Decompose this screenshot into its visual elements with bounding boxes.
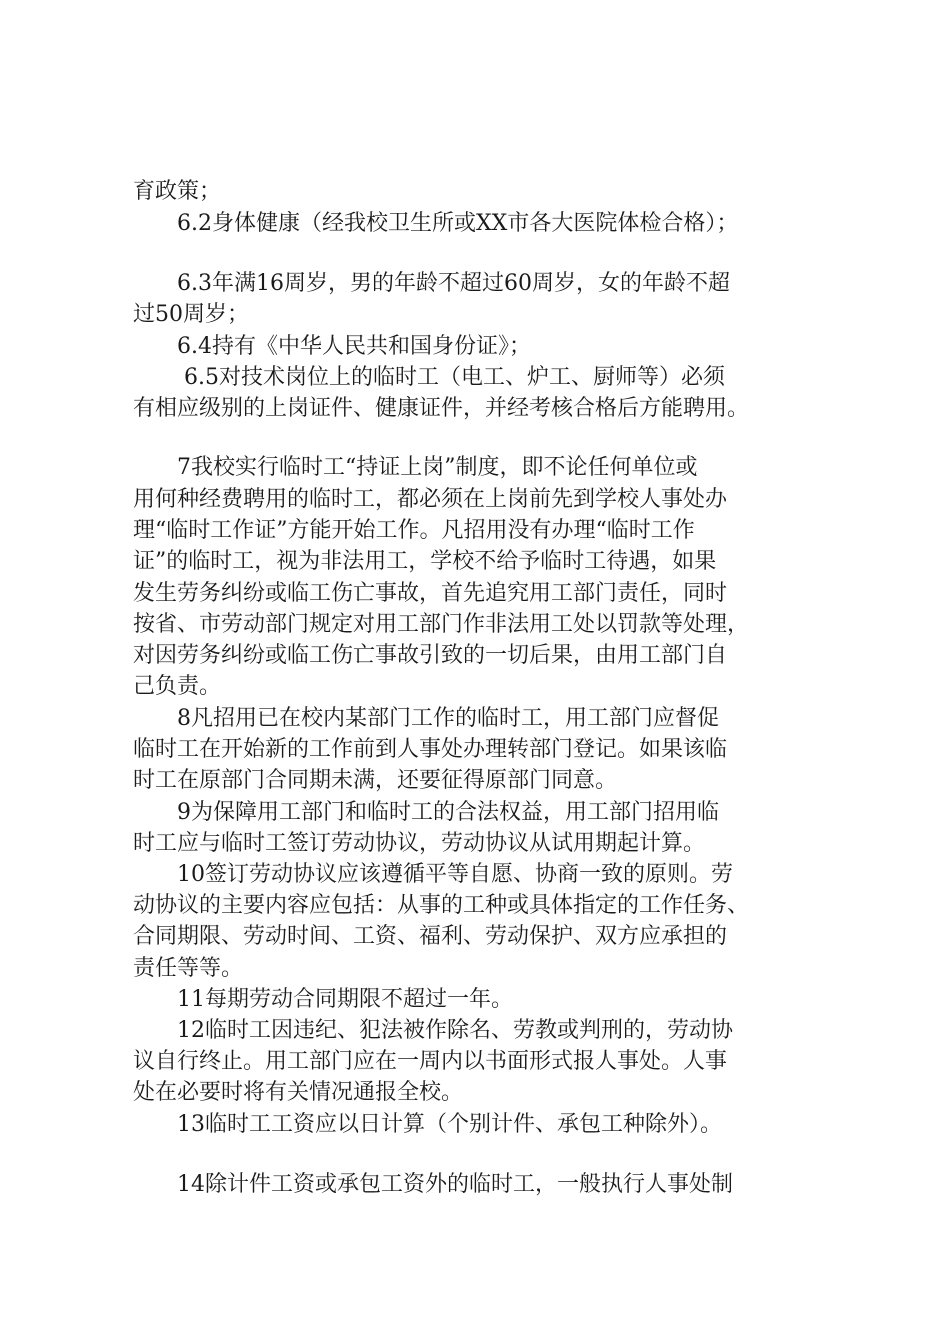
- text-line: 时工在原部门合同期未满，还要征得原部门同意。: [133, 768, 618, 793]
- text-line: 14除计件工资或承包工资外的临时工，一般执行人事处制: [177, 1172, 733, 1197]
- text-line: 过50周岁；: [133, 302, 249, 327]
- text-line: 11每期劳动合同期限不超过一年。: [177, 987, 513, 1012]
- text-line: 6.2身体健康（经我校卫生所或XX市各大医院体检合格）；: [177, 211, 739, 236]
- text-line: 7我校实行临时工“持证上岗”制度，即不论任何单位或: [177, 455, 698, 480]
- text-line: 己负责。: [133, 674, 222, 699]
- text-line: 处在必要时将有关情况通报全校。: [133, 1080, 464, 1105]
- text-line: 用何种经费聘用的临时工，都必须在上岗前先到学校人事处办: [133, 487, 728, 512]
- text-line: 6.4持有《中华人民共和国身份证》；: [177, 334, 531, 359]
- text-line: 8凡招用已在校内某部门工作的临时工，用工部门应督促: [177, 706, 719, 731]
- text-line: 发生劳务纠纷或临工伤亡事故，首先追究用工部门责任，同时: [133, 581, 728, 606]
- text-line: 理“临时工作证”方能开始工作。凡招用没有办理“临时工作: [133, 518, 695, 543]
- text-line: 责任等等。: [133, 956, 244, 981]
- text-line: 有相应级别的上岗证件、健康证件，并经考核合格后方能聘用。: [133, 396, 750, 421]
- text-line: 对因劳务纠纷或临工伤亡事故引致的一切后果，由用工部门自: [133, 643, 728, 668]
- text-line: 6.3年满16周岁，男的年龄不超过60周岁，女的年龄不超: [177, 271, 730, 296]
- text-line: 12临时工因违纪、犯法被作除名、劳教或判刑的，劳动协: [177, 1018, 733, 1043]
- text-line: 育政策；: [133, 179, 222, 204]
- text-line: 10签订劳动协议应该遵循平等自愿、协商一致的原则。劳: [177, 862, 733, 887]
- text-line: 时工应与临时工签订劳动协议，劳动协议从试用期起计算。: [133, 831, 706, 856]
- text-line: 动协议的主要内容应包括：从事的工种或具体指定的工作任务、: [133, 893, 750, 918]
- text-line: 证”的临时工，视为非法用工，学校不给予临时工待遇，如果: [133, 549, 717, 574]
- text-line: 按省、市劳动部门规定对用工部门作非法用工处以罚款等处理，: [133, 612, 750, 637]
- text-line: 13临时工工资应以日计算（个别计件、承包工种除外）。: [177, 1112, 722, 1137]
- text-line: 9为保障用工部门和临时工的合法权益，用工部门招用临: [177, 800, 719, 825]
- text-line: 议自行终止。用工部门应在一周内以书面形式报人事处。人事: [133, 1049, 728, 1074]
- text-line: 合同期限、劳动时间、工资、福利、劳动保护、双方应承担的: [133, 924, 728, 949]
- text-line: 6.5对技术岗位上的临时工（电工、炉工、厨师等）必须: [184, 365, 725, 390]
- text-line: 临时工在开始新的工作前到人事处办理转部门登记。如果该临: [133, 737, 728, 762]
